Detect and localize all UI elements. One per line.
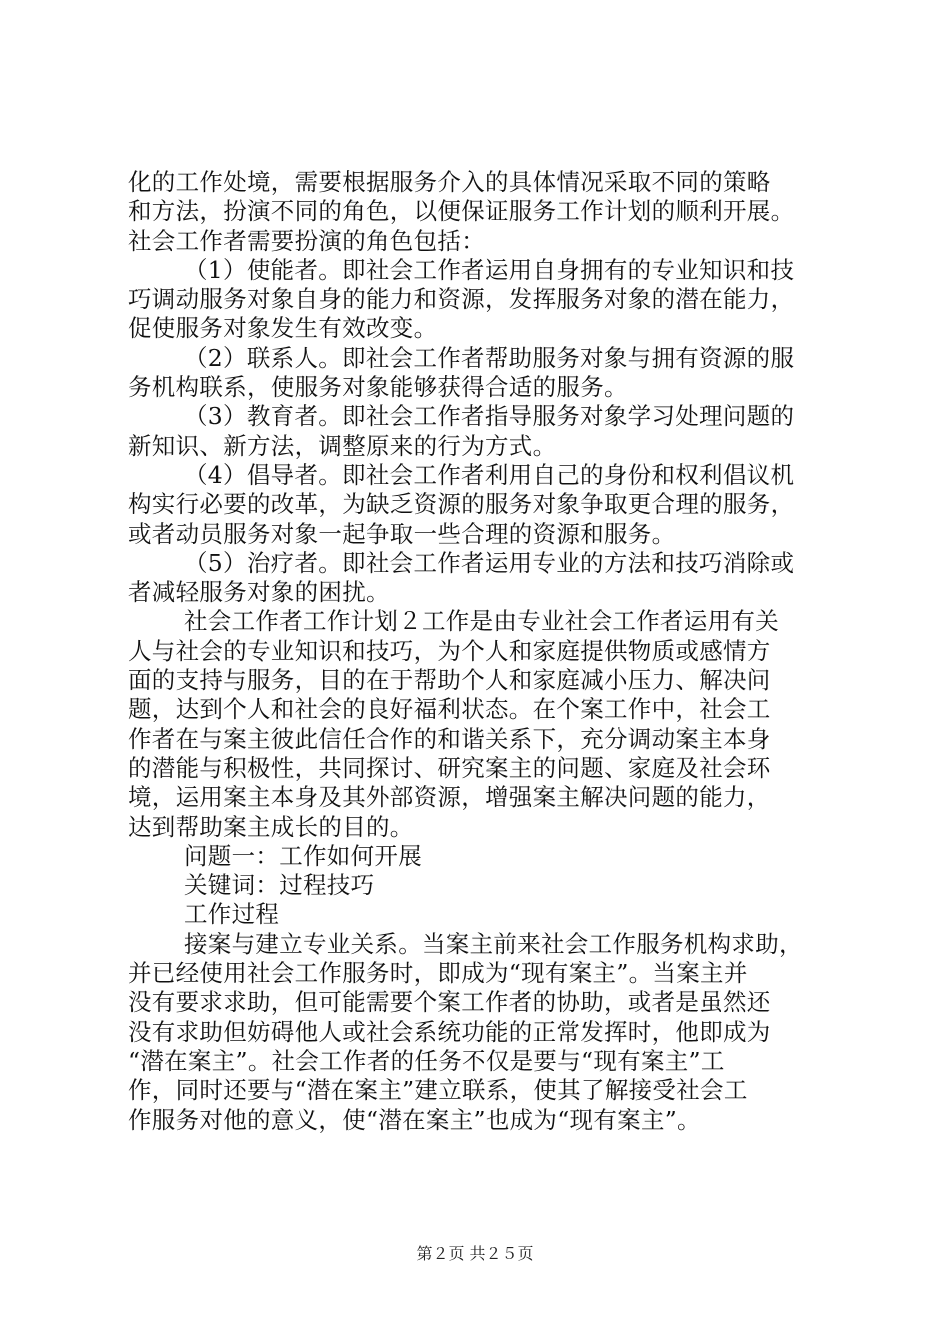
- text-line: 构实行必要的改革，为缺乏资源的服务对象争取更合理的服务，: [128, 490, 795, 519]
- text-line: 务机构联系，使服务对象能够获得合适的服务。: [128, 373, 628, 402]
- text-line: 作者在与案主彼此信任合作的和谐关系下，充分调动案主本身: [128, 724, 771, 753]
- text-line: （5）治疗者。即社会工作者运用专业的方法和技巧消除或: [184, 548, 795, 577]
- page-footer: 第２页 共２５页: [416, 1244, 534, 1263]
- text-line: 者减轻服务对象的困扰。: [128, 578, 390, 607]
- text-line: 促使服务对象发生有效改变。: [128, 314, 438, 343]
- text-line: 新知识、新方法，调整原来的行为方式。: [128, 431, 557, 460]
- document-body: [128, 168, 840, 1135]
- text-line: （4）倡导者。即社会工作者利用自己的身份和权利倡议机: [184, 460, 795, 489]
- text-line: 或者动员服务对象一起争取一些合理的资源和服务。: [128, 519, 676, 548]
- text-line: 社会工作者工作计划２工作是由专业社会工作者运用有关: [184, 607, 779, 636]
- text-line: 并已经使用社会工作服务时，即成为“现有案主”。当案主并: [128, 959, 748, 988]
- text-line: （3）教育者。即社会工作者指导服务对象学习处理问题的: [184, 402, 795, 431]
- text-line: 人与社会的专业知识和技巧，为个人和家庭提供物质或感情方: [128, 636, 771, 665]
- text-line: 工作过程: [184, 900, 280, 929]
- text-line: 没有要求求助，但可能需要个案工作者的协助，或者是虽然还: [128, 988, 771, 1017]
- text-line: 问题一：工作如何开展: [184, 841, 422, 870]
- text-line: 社会工作者需要扮演的角色包括：: [128, 226, 485, 255]
- text-line: 接案与建立专业关系。当案主前来社会工作服务机构求助，: [184, 929, 803, 958]
- text-line: 面的支持与服务，目的在于帮助个人和家庭减小压力、解决问: [128, 666, 771, 695]
- text-line: （2）联系人。即社会工作者帮助服务对象与拥有资源的服: [184, 343, 795, 372]
- text-line: 没有求助但妨碍他人或社会系统功能的正常发挥时，他即成为: [128, 1017, 771, 1046]
- text-line: 题，达到个人和社会的良好福利状态。在个案工作中，社会工: [128, 695, 771, 724]
- text-line: 作服务对他的意义，使“潜在案主”也成为“现有案主”。: [128, 1105, 701, 1134]
- text-line: 境，运用案主本身及其外部资源，增强案主解决问题的能力，: [128, 783, 771, 812]
- text-line: 化的工作处境，需要根据服务介入的具体情况采取不同的策略: [128, 168, 771, 196]
- text-line: 的潜能与积极性，共同探讨、研究案主的问题、家庭及社会环: [128, 753, 771, 782]
- text-line: 关键词：过程技巧: [184, 871, 375, 900]
- text-line: “潜在案主”。社会工作者的任务不仅是要与“现有案主”工: [128, 1046, 725, 1075]
- text-line: 巧调动服务对象自身的能力和资源，发挥服务对象的潜在能力，: [128, 285, 795, 314]
- text-line: 达到帮助案主成长的目的。: [128, 812, 414, 841]
- text-line: 作，同时还要与“潜在案主”建立联系，使其了解接受社会工: [128, 1076, 748, 1105]
- text-line: （1）使能者。即社会工作者运用自身拥有的专业知识和技: [184, 255, 795, 284]
- text-line: 和方法，扮演不同的角色，以便保证服务工作计划的顺利开展。: [128, 197, 795, 226]
